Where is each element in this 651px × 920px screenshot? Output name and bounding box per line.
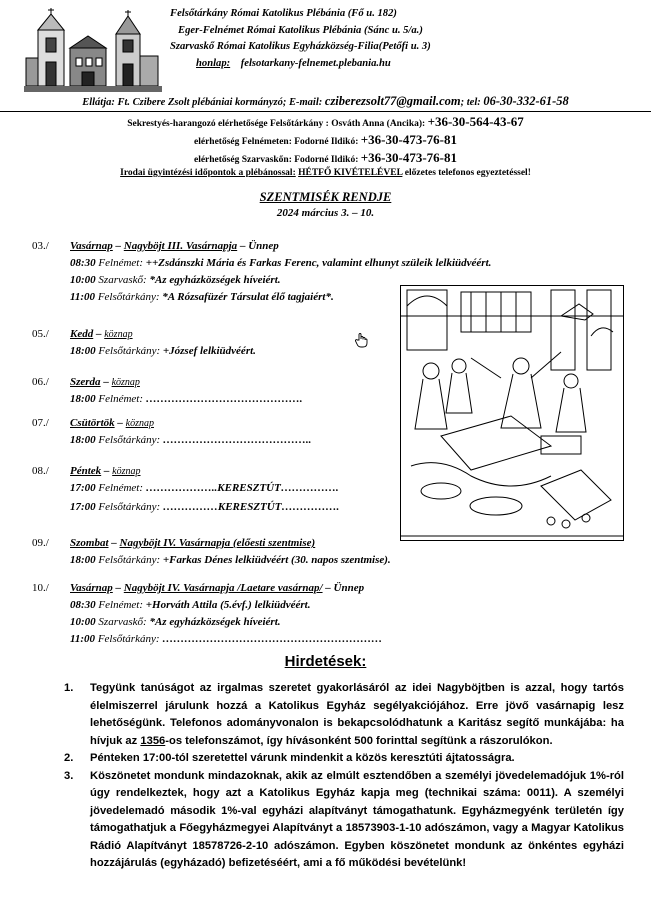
mass-time: 08:30	[70, 599, 96, 611]
mass-line	[70, 291, 334, 303]
announcement-number: 3.	[64, 769, 74, 782]
day-feast: Nagyböjt III. Vasárnapja	[123, 240, 238, 252]
contact-row-3-label: elérhetőség Szarvaskőn: Fodorné Ildikó:	[193, 155, 359, 165]
day-name: Csütörtök	[70, 417, 115, 429]
parish-line-3: Szarvaskő Római Katolikus Egyházközség-Filia(Petőfi u. 3)	[170, 41, 431, 52]
day-type: köznap	[111, 377, 140, 388]
contact-row-2	[0, 132, 651, 150]
mass-line	[70, 274, 281, 286]
announcement-number: 2.	[64, 752, 74, 764]
announcement-item	[64, 768, 624, 873]
parish-header	[170, 6, 530, 72]
announcements-title: Hirdetések:	[284, 653, 367, 670]
mass-time: 10:00	[70, 616, 96, 628]
contact-row-1	[0, 114, 651, 132]
mass-intention: *Az egyházközségek híveiért.	[149, 616, 281, 628]
announcement-item	[64, 680, 624, 750]
schedule-title: SZENTMISÉK RENDJE	[259, 190, 392, 204]
mass-time: 18:00	[70, 434, 96, 446]
day-heading	[70, 465, 141, 477]
contact-row-3	[0, 150, 651, 168]
contact-row-2-phone: +36-30-473-76-81	[360, 132, 457, 147]
day-extra: – Ünnep	[237, 240, 279, 252]
mass-place: Szarvaskő:	[95, 616, 150, 628]
day-name: Szombat	[70, 537, 109, 549]
mass-intention: +József lelkiüdvéért.	[162, 345, 256, 357]
contact-row-1-phone: +36-30-564-43-67	[427, 114, 524, 129]
mass-place: Felsőtárkány:	[95, 434, 163, 446]
day-heading	[70, 537, 315, 549]
homepage-line	[170, 56, 530, 73]
day-type: köznap	[104, 329, 133, 340]
day-feast: Nagyböjt IV. Vasárnapja (előesti szentmise)	[119, 537, 316, 549]
email-link[interactable]: cziberezsolt77@gmail.com	[324, 94, 461, 108]
office-note-part-2: HÉTFŐ KIVÉTELÉVEL	[298, 168, 403, 178]
announcement-text: Tegyünk tanúságot az irgalmas szeretet gyakorlásáról az idei Nagyböjtben is azzal, hogy tartós élelmiszerrel járulunk hozzá a Katolikus Egyház segélyakciójához. Erre jövő vasárnapig lesz lehetőségünk. Telefonos adományvonalon is bekapcsolódhatunk a Karitász segítő munkájába: ha hívjuk az	[90, 682, 624, 747]
day-number: 09./	[32, 537, 49, 549]
hand-cursor-icon	[355, 332, 369, 348]
mass-time: 11:00	[70, 291, 96, 303]
temple-cleansing-illustration	[400, 285, 624, 541]
announcement-text-end: -os telefonszámot, így hívásonként 500 forinttal segítünk a rászorulókon.	[165, 734, 553, 747]
day-heading	[70, 376, 140, 388]
day-number: 07./	[32, 417, 49, 429]
day-feast: Nagyböjt IV. Vasárnapja /Laetare vasárnap/	[123, 582, 323, 594]
mass-place: Felsőtárkány:	[95, 291, 163, 303]
mass-line	[70, 616, 281, 628]
day-extra: – Ünnep	[322, 582, 365, 594]
mass-line	[70, 633, 382, 645]
day-name: Vasárnap	[70, 582, 113, 594]
mass-line	[70, 501, 339, 513]
announcement-number: 1.	[64, 682, 74, 694]
mass-place: Felnémet:	[95, 482, 146, 494]
announcement-item	[64, 750, 624, 768]
mass-place: Felsőtárkány:	[95, 554, 163, 566]
day-sep: –	[114, 417, 126, 429]
mass-line	[70, 482, 339, 494]
mass-intention: …………………………………….	[145, 393, 303, 405]
mass-place: Felnémet:	[95, 393, 146, 405]
mass-place: Felnémet:	[95, 257, 146, 269]
mass-time: 18:00	[70, 554, 96, 566]
announcements-list	[64, 680, 624, 873]
mass-intention: +Horváth Attila (5.évf.) lelkiüdvéért.	[145, 599, 311, 611]
mass-intention: +Farkas Dénes lelkiüdvéért (30. napos szentmise).	[162, 554, 391, 566]
day-sep: –	[112, 582, 124, 594]
announcement-text: Köszönetet mondunk mindazoknak, akik az elmúlt esztendőben a személyi jövedelemadójuk 1%-ról úgy rendelkeztek, hogy azt a Katolikus Egyház kapja meg (technikai száma: 0011). A személyi jövedelemadó második 1%-val egyházi alapítványt támogathatunk. Egyházmegyénk területén így támogathatjuk a Főegyházmegyei Alapítványt a 18573903-1-10 adószámon, vagy a Magyar Katolikus Rádió Alapítványt 18578726-2-10 adószámon. Egyben köszönetet mondunk az önkéntes egyházi hozzájárulás (egyházadó) befizetéséért, ami a fő működési bevételünk!	[90, 769, 624, 869]
day-number: 05./	[32, 328, 49, 340]
mass-line	[70, 345, 256, 357]
schedule-dates: 2024 március 3. – 10.	[276, 207, 375, 219]
day-heading	[70, 240, 279, 252]
day-name: Vasárnap	[70, 240, 113, 252]
day-heading	[70, 582, 364, 594]
mass-intention: ……………………………………………………	[162, 633, 383, 645]
church-logo	[24, 8, 162, 92]
day-sep: –	[112, 240, 124, 252]
office-hours-note	[0, 168, 651, 178]
mass-place: Szarvaskő:	[95, 274, 150, 286]
day-number: 06./	[32, 376, 49, 388]
mass-time: 18:00	[70, 393, 96, 405]
mass-time: 17:00	[70, 482, 96, 494]
mass-line	[70, 554, 391, 566]
announcement-phone: 1356	[140, 734, 166, 747]
announcement-text: Pénteken 17:00-tól szeretettel várunk mindenkit a közös keresztúti ájtatosságra.	[90, 752, 515, 764]
day-type: köznap	[112, 466, 141, 477]
parish-line-2: Eger-Felnémet Római Katolikus Plébánia (Sánc u. 5/a.)	[178, 24, 423, 36]
contacts-block	[0, 114, 651, 178]
day-sep: –	[108, 537, 120, 549]
phone-label: ; tel:	[460, 97, 481, 108]
mass-time: 10:00	[70, 274, 96, 286]
mass-line	[70, 393, 303, 405]
phone-number: 06-30-332-61-58	[483, 94, 569, 108]
mass-intention: *Az egyházközségek híveiért.	[149, 274, 281, 286]
mass-intention: ++Zsdánszki Mária és Farkas Ferenc, valamint elhunyt szüleik lelkiüdvéért.	[145, 257, 492, 269]
mass-place: Felsőtárkány:	[95, 501, 163, 513]
contact-row-1-label: Sekrestyés-harangozó elérhetősége Felsőtárkány : Osváth Anna (Ancika):	[127, 119, 426, 129]
mass-line	[70, 434, 311, 446]
contact-row-2-label: elérhetőség Felnémeten: Fodorné Ildikó:	[194, 137, 359, 147]
parish-line-1: Felsőtárkány Római Katolikus Plébánia (Fő u. 182)	[170, 8, 397, 19]
day-number: 03./	[32, 240, 49, 252]
office-note-part-3: előzetes telefonos egyeztetéssel!	[404, 168, 531, 178]
admin-text: Ellátja: Ft. Czibere Zsolt plébániai kormányzó; E-mail:	[82, 97, 323, 108]
day-sep: –	[93, 328, 105, 340]
mass-place: Felsőtárkány:	[95, 633, 163, 645]
mass-line	[70, 257, 491, 269]
mass-line	[70, 599, 311, 611]
mass-time: 17:00	[70, 501, 96, 513]
mass-time: 11:00	[70, 633, 96, 645]
homepage-link[interactable]: felsotarkany-felnemet.plebania.hu	[240, 57, 391, 69]
day-name: Szerda	[70, 376, 101, 388]
mass-intention: …………………………………..	[162, 434, 312, 446]
day-heading	[70, 417, 154, 429]
day-type: köznap	[125, 418, 154, 429]
mass-intention: ……………KERESZTÚT…………….	[162, 501, 340, 513]
day-name: Péntek	[70, 465, 102, 477]
mass-intention: ………………..KERESZTÚT…………….	[145, 482, 339, 494]
day-number: 08./	[32, 465, 49, 477]
day-sep: –	[100, 376, 112, 388]
mass-place: Felnémet:	[95, 599, 146, 611]
admin-line	[0, 94, 651, 109]
day-name: Kedd	[70, 328, 94, 340]
day-sep: –	[101, 465, 113, 477]
mass-intention: *A Rózsafüzér Társulat élő tagjaiért*.	[162, 291, 334, 303]
day-heading	[70, 328, 133, 340]
mass-place: Felsőtárkány:	[95, 345, 163, 357]
mass-time: 08:30	[70, 257, 96, 269]
day-number: 10./	[32, 582, 49, 594]
homepage-label: honlap:	[196, 57, 231, 69]
mass-time: 18:00	[70, 345, 96, 357]
office-note-part-1: Irodai ügyintézési időpontok a plébánossal:	[120, 168, 296, 178]
contact-row-3-phone: +36-30-473-76-81	[360, 150, 457, 165]
divider-top	[0, 111, 651, 112]
